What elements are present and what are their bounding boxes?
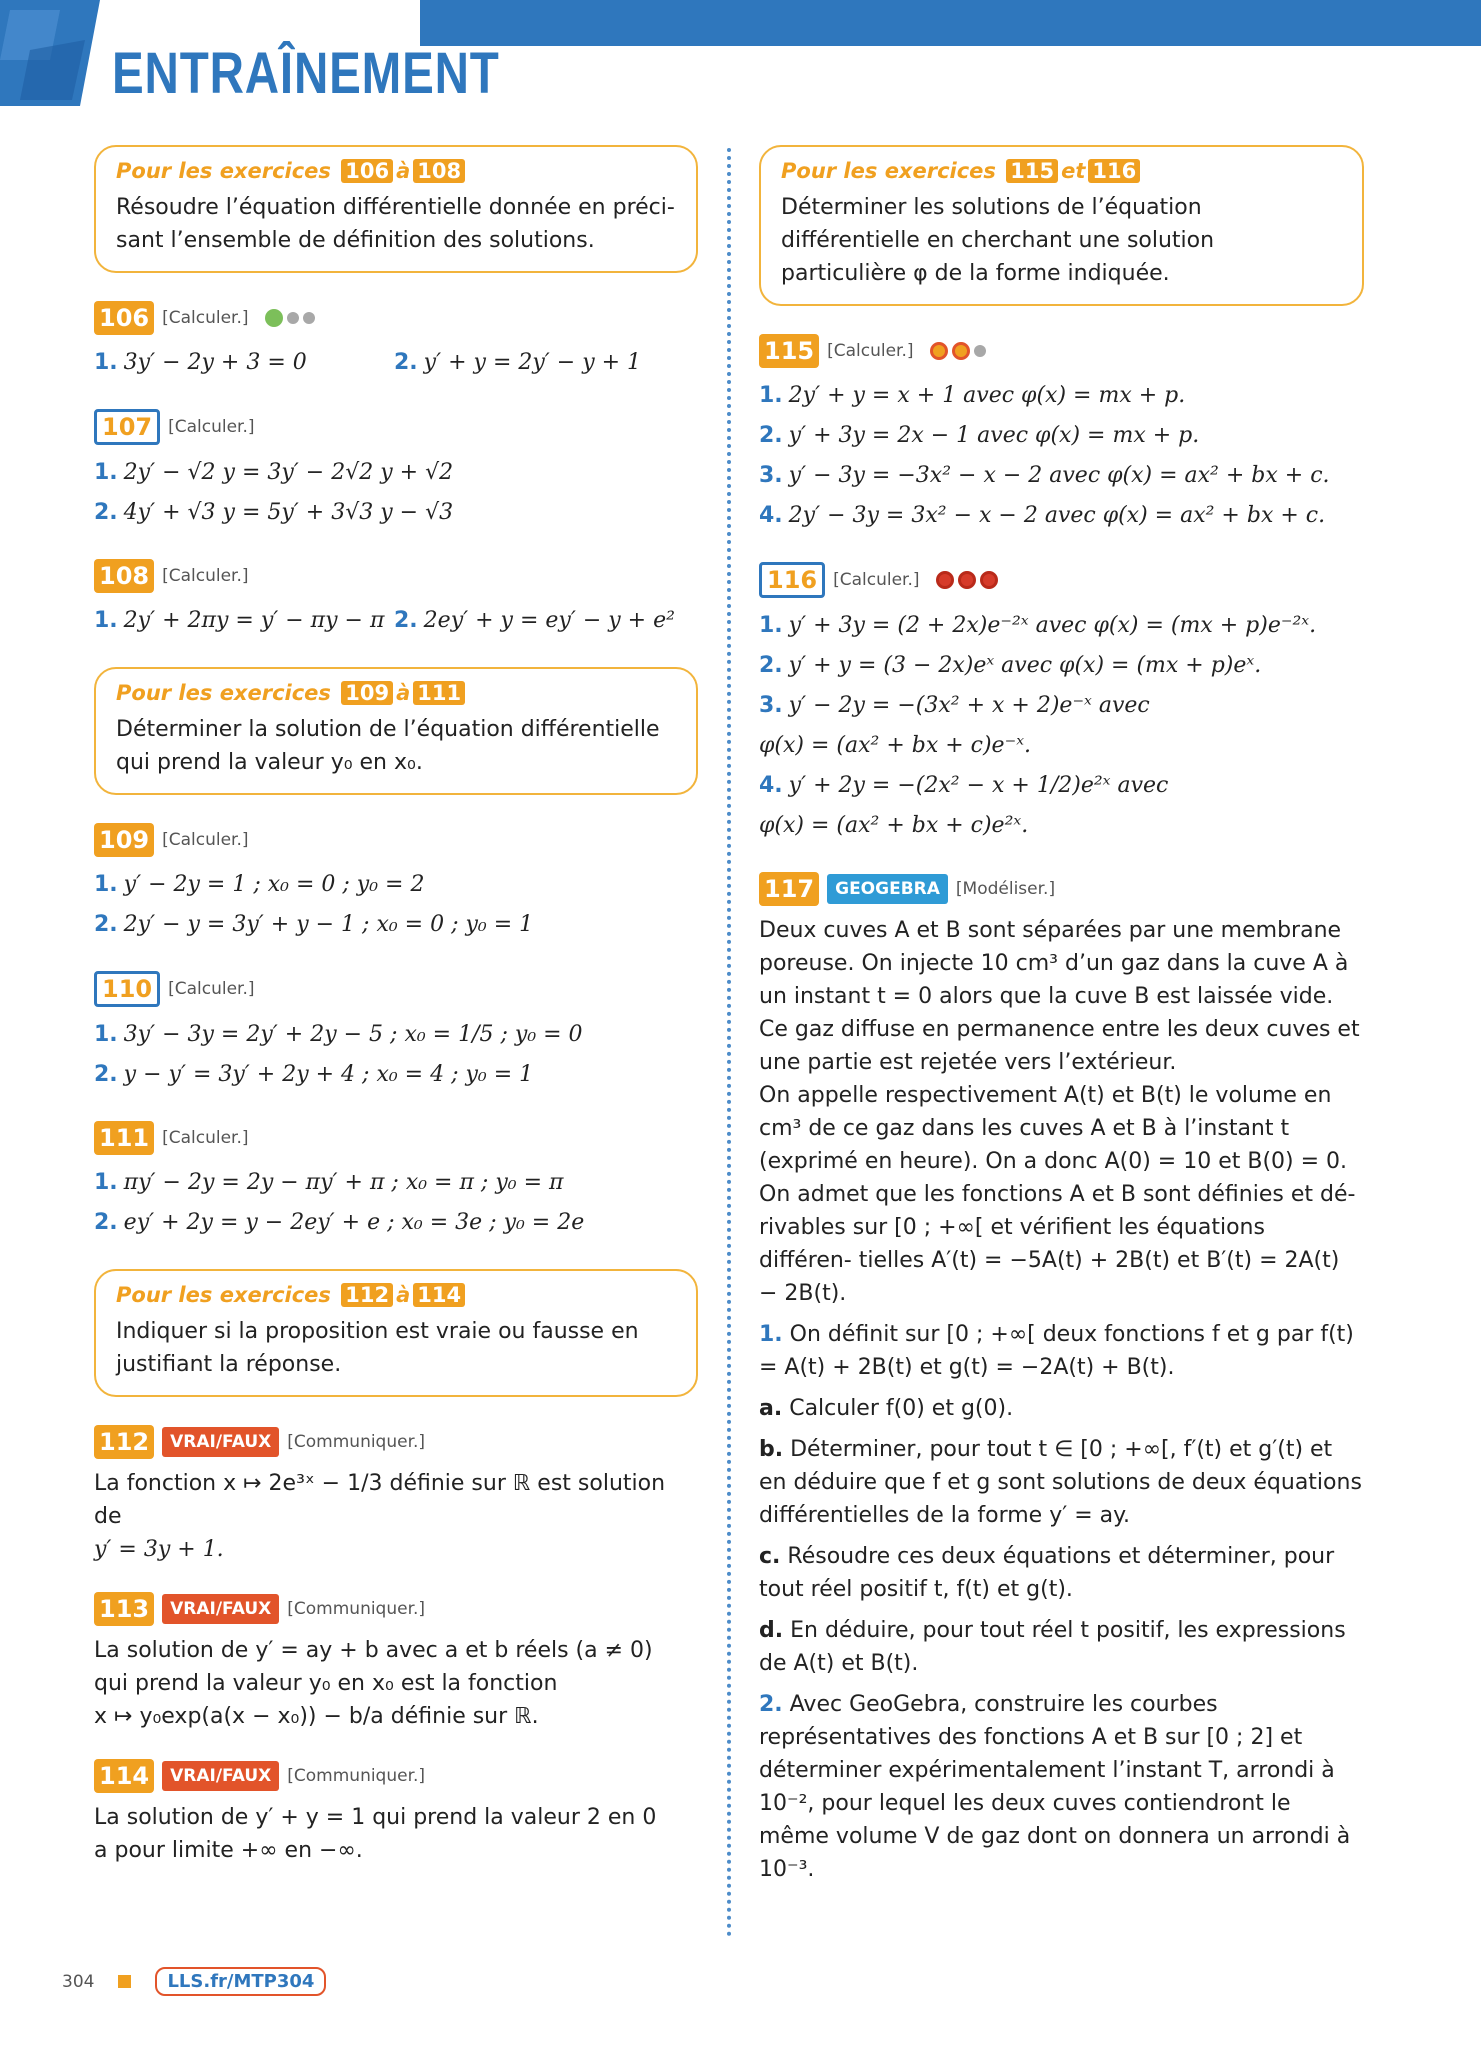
question-1b: Déterminer, pour tout t ∈ [0 ; +∞[, f′(t) et g′(t) et en déduire que f et g sont solutions de deux équations différentielles de la forme y′ = ay.: [759, 1437, 1362, 1528]
problem-text: Deux cuves A et B sont séparées par une membrane poreuse. On injecte 10 cm³ d’un gaz dans la cuve A à un instant t = 0 alors que la cuve B est laissée vide. Ce gaz diffuse en permanence entre les deux cuves et une partie est rejetée vers l’extérieur.: [759, 918, 1360, 1075]
equation: 2ey′ + y = ey′ − y + e²: [423, 608, 675, 633]
equation: y′ + y = (3 − 2x)eˣ avec φ(x) = (mx + p)eˣ.: [788, 653, 1262, 678]
difficulty-dot-empty-icon: [974, 345, 986, 357]
exercise-116: 116 [Calculer.] 1. y′ + 3y = (2 + 2x)e⁻²ˣ avec φ(x) = (mx + p)e⁻²ˣ. 2. y′ + y = (3 − 2x)eˣ avec φ(x) = (mx + p)eˣ. 3. y′ − 2y = −(3x² + x + 2)e⁻ˣ avec φ(x) = (ax² + bx + c)e⁻ˣ. 4. y′ + 2y = −(2x² − x + 1/2)e²ˣ avec φ(x) = (ax² + bx + c)e²ˣ.: [759, 562, 1364, 846]
statement: La solution de y′ + y = 1 qui prend la valeur 2 en 0: [94, 1805, 657, 1830]
equation: 2y′ + 2πy = y′ − πy − π: [123, 608, 385, 633]
instruction-box-112-114: [94, 1269, 698, 1397]
difficulty-dot-empty-icon: [303, 312, 315, 324]
equation: 4y′ + √3 y = 5y′ + 3√3 y − √3: [123, 500, 454, 525]
equation: ey′ + 2y = y − 2ey′ + e ; x₀ = 3e ; y₀ = 2e: [123, 1210, 585, 1235]
instruction-box-115-116: [759, 145, 1364, 306]
equation: 2y′ − y = 3y′ + y − 1 ; x₀ = 0 ; y₀ = 1: [123, 912, 534, 937]
equation: y′ − 2y = −(3x² + x + 2)e⁻ˣ avec: [788, 693, 1150, 718]
problem-text: On appelle respectivement A(t) et B(t) le volume en cm³ de ce gaz dans les cuves A et B à l’instant t (exprimé en heure). On a donc A(0) = 10 et B(0) = 0.: [759, 1083, 1348, 1174]
page-title: ENTRAÎNEMENT: [112, 41, 500, 106]
equation: y′ − 2y = 1 ; x₀ = 0 ; y₀ = 2: [123, 872, 425, 897]
exercise-number: 106: [94, 301, 154, 335]
exercise-number: 109: [94, 823, 154, 857]
instruction-box-106-108: [94, 145, 698, 273]
equation: 2y′ + y = x + 1 avec φ(x) = mx + p.: [788, 383, 1186, 408]
equation: φ(x) = (ax² + bx + c)e²ˣ.: [759, 813, 1029, 838]
exercise-number: 110: [94, 971, 160, 1007]
difficulty-dot-empty-icon: [287, 312, 299, 324]
equation: 3y′ − 2y + 3 = 0: [123, 350, 307, 375]
instruction-text: Déterminer les solutions de l’équation différentielle en cherchant une solution particulière φ de la forme indiquée.: [781, 195, 1215, 286]
difficulty-dot-filled-icon: [958, 571, 976, 589]
equation: πy′ − 2y = 2y − πy′ + π ; x₀ = π ; y₀ = π: [123, 1170, 564, 1195]
exercise-106: 106 [Calculer.] 1. 3y′ − 2y + 3 = 0 2. y′ + y = 2y′ − y + 1: [94, 301, 698, 383]
exercise-117: 117 GEOGEBRA [Modéliser.] Deux cuves A et B sont séparées par une membrane poreuse. On injecte 10 cm³ d’un gaz dans la cuve A à un instant t = 0 alors que la cuve B est laissée vide. Ce gaz diffuse en permanence entre les deux cuves et une partie est rejetée vers l’extérieur. On appelle respectivement A(t) et B(t) le volume en cm³ de ce gaz dans les cuves A et B à l’instant t (exprimé en heure). On a donc A(0) = 10 et B(0) = 0. On admet que les fonctions A et B sont définies et dé- rivables sur [0 ; +∞[ et vérifient les équations différen- tielles A′(t) = −5A(t) + 2B(t) et B′(t) = 2A(t) − 2B(t). 1. On définit sur [0 ; +∞[ deux fonctions f et g par f(t) = A(t) + 2B(t) et g(t) = −2A(t) + B(t). a. Calculer f(0) et g(0). b. Déterminer, pour tout t ∈ [0 ; +∞[, f′(t) et g′(t) et en déduire que f et g sont solutions de deux équations différentielles de la forme y′ = ay. c. Résoudre ces deux équations et déterminer, pour tout réel positif t, f(t) et g(t). d. En déduire, pour tout réel t positif, les expressions de A(t) et B(t). 2. Avec GeoGebra, construire les courbes représentatives des fonctions A et B sur [0 ; 2] et déterminer expérimentalement l’instant T, arrondi à 10⁻², pour lequel les deux cuves contiendront le même volume V de gaz dont on donnera un arrondi à 10⁻³.: [759, 872, 1364, 1886]
skill-tag: [Calculer.]: [168, 979, 255, 999]
skill-tag: [Communiquer.]: [287, 1766, 426, 1786]
skill-tag: [Calculer.]: [162, 1128, 249, 1148]
difficulty-dot-filled-icon: [265, 309, 283, 327]
statement: a pour limite +∞ en −∞.: [94, 1838, 363, 1863]
exercise-number: 108: [94, 559, 154, 593]
instruction-header: Pour les exercices 112 à 114: [116, 1283, 676, 1307]
exercise-number: 107: [94, 409, 160, 445]
exercise-107: 107 [Calculer.] 1. 2y′ − √2 y = 3y′ − 2√2 y + √2 2. 4y′ + √3 y = 5y′ + 3√3 y − √3: [94, 409, 698, 533]
corner-decoration: [0, 0, 100, 106]
equation: φ(x) = (ax² + bx + c)e⁻ˣ.: [759, 733, 1031, 758]
skill-tag: [Calculer.]: [168, 417, 255, 437]
exercise-number: 113: [94, 1592, 154, 1626]
exercise-115: 115 [Calculer.] 1. 2y′ + y = x + 1 avec φ(x) = mx + p. 2. y′ + 3y = 2x − 1 avec φ(x) = mx + p. 3. y′ − 3y = −3x² − x − 2 avec φ(x) = ax² + bx + c. 4. 2y′ − 3y = 3x² − x − 2 avec φ(x) = ax² + bx + c.: [759, 334, 1364, 536]
exercise-114: [94, 1759, 698, 1867]
skill-tag: [Communiquer.]: [287, 1599, 426, 1619]
difficulty-dot-filled-icon: [930, 342, 948, 360]
true-false-badge: VRAI/FAUX: [162, 1761, 279, 1791]
exercise-108: 108 [Calculer.] 1. 2y′ + 2πy = y′ − πy − π 2. 2ey′ + y = ey′ − y + e²: [94, 559, 698, 641]
instruction-text: Déterminer la solution de l’équation différentielle qui prend la valeur y₀ en x₀.: [116, 717, 660, 775]
exercise-113: [94, 1592, 698, 1733]
skill-tag: [Calculer.]: [162, 566, 249, 586]
equation: 2y′ − 3y = 3x² − x − 2 avec φ(x) = ax² + bx + c.: [788, 503, 1326, 528]
instruction-text: Résoudre l’équation différentielle donnée en préci- sant l’ensemble de définition des solutions.: [116, 195, 675, 253]
true-false-badge: VRAI/FAUX: [162, 1594, 279, 1624]
skill-tag: [Calculer.]: [162, 830, 249, 850]
exercise-111: 111 [Calculer.] 1. πy′ − 2y = 2y − πy′ + π ; x₀ = π ; y₀ = π 2. ey′ + 2y = y − 2ey′ + e ; x₀ = 3e ; y₀ = 2e: [94, 1121, 698, 1243]
statement: x ↦ y₀exp(a(x − x₀)) − b/a définie sur ℝ.: [94, 1704, 539, 1729]
exercise-109: 109 [Calculer.] 1. y′ − 2y = 1 ; x₀ = 0 ; y₀ = 2 2. 2y′ − y = 3y′ + y − 1 ; x₀ = 0 ; y₀ = 1: [94, 823, 698, 945]
question-1c: Résoudre ces deux équations et déterminer, pour tout réel positif t, f(t) et g(t).: [759, 1544, 1335, 1602]
exercise-112: [94, 1425, 698, 1566]
question-1d: En déduire, pour tout réel t positif, les expressions de A(t) et B(t).: [759, 1618, 1346, 1676]
equation: y′ + 3y = (2 + 2x)e⁻²ˣ avec φ(x) = (mx + p)e⁻²ˣ.: [788, 613, 1317, 638]
problem-text: On admet que les fonctions A et B sont définies et dé- rivables sur [0 ; +∞[ et vérifient les équations différen- tielles A′(t) = −5A(t) + 2B(t) et B′(t) = 2A(t) − 2B(t).: [759, 1182, 1356, 1306]
equation: y′ + 3y = 2x − 1 avec φ(x) = mx + p.: [788, 423, 1200, 448]
exercise-number: 112: [94, 1425, 154, 1459]
right-column: [759, 145, 1364, 1912]
difficulty-dot-filled-icon: [952, 342, 970, 360]
statement: La solution de y′ = ay + b avec a et b réels (a ≠ 0): [94, 1638, 653, 1663]
statement: qui prend la valeur y₀ en x₀ est la fonction: [94, 1671, 558, 1696]
difficulty-indicator: [265, 309, 315, 327]
statement: y′ = 3y + 1.: [94, 1537, 224, 1562]
exercise-number: 114: [94, 1759, 154, 1793]
equation: y − y′ = 3y′ + 2y + 4 ; x₀ = 4 ; y₀ = 1: [123, 1062, 534, 1087]
page-footer: [62, 1967, 326, 1996]
instruction-text: Indiquer si la proposition est vraie ou fausse en justifiant la réponse.: [116, 1319, 639, 1377]
difficulty-indicator: [930, 342, 986, 360]
left-column: [94, 145, 698, 1893]
question-2: Avec GeoGebra, construire les courbes représentatives des fonctions A et B sur [0 ; 2] et déterminer expérimentalement l’instant T, arrondi à 10⁻², pour lequel les deux cuves contiendront le même volume V de gaz dont on donnera un arrondi à 10⁻³.: [759, 1692, 1351, 1882]
page-number: 304: [62, 1971, 95, 1992]
instruction-header: Pour les exercices 115 et 116: [781, 159, 1342, 183]
equation: y′ − 3y = −3x² − x − 2 avec φ(x) = ax² + bx + c.: [788, 463, 1330, 488]
column-divider: [727, 148, 731, 1938]
exercise-number: 115: [759, 334, 819, 368]
exercise-110: 110 [Calculer.] 1. 3y′ − 3y = 2y′ + 2y − 5 ; x₀ = 1/5 ; y₀ = 0 2. y − y′ = 3y′ + 2y + 4 ; x₀ = 4 ; y₀ = 1: [94, 971, 698, 1095]
square-icon: [118, 1975, 131, 1988]
instruction-header: Pour les exercices 106 à 108: [116, 159, 676, 183]
difficulty-dot-filled-icon: [936, 571, 954, 589]
equation: y′ + y = 2y′ − y + 1: [423, 350, 642, 375]
exercise-number: 111: [94, 1121, 154, 1155]
instruction-box-109-111: [94, 667, 698, 795]
skill-tag: [Calculer.]: [827, 341, 914, 361]
instruction-header: Pour les exercices 109 à 111: [116, 681, 676, 705]
true-false-badge: VRAI/FAUX: [162, 1427, 279, 1457]
exercise-number: 116: [759, 562, 825, 598]
question-1: On définit sur [0 ; +∞[ deux fonctions f et g par f(t) = A(t) + 2B(t) et g(t) = −2A(t) + B(t).: [759, 1322, 1354, 1380]
exercise-number: 117: [759, 872, 819, 906]
skill-tag: [Modéliser.]: [955, 879, 1056, 899]
skill-tag: [Calculer.]: [162, 308, 249, 328]
skill-tag: [Communiquer.]: [287, 1432, 426, 1452]
difficulty-dot-filled-icon: [980, 571, 998, 589]
skill-tag: [Calculer.]: [833, 570, 920, 590]
statement: La fonction x ↦ 2e³ˣ − 1/3 définie sur ℝ est solution de: [94, 1471, 666, 1529]
resource-link[interactable]: LLS.fr/MTP304: [155, 1967, 326, 1996]
equation: y′ + 2y = −(2x² − x + 1/2)e²ˣ avec: [788, 773, 1169, 798]
equation: 2y′ − √2 y = 3y′ − 2√2 y + √2: [123, 460, 454, 485]
question-1a: Calculer f(0) et g(0).: [789, 1396, 1014, 1421]
equation: 3y′ − 3y = 2y′ + 2y − 5 ; x₀ = 1/5 ; y₀ = 0: [123, 1022, 583, 1047]
geogebra-badge: GEOGEBRA: [827, 874, 948, 904]
difficulty-indicator: [936, 571, 998, 589]
header-bar: [420, 0, 1481, 46]
